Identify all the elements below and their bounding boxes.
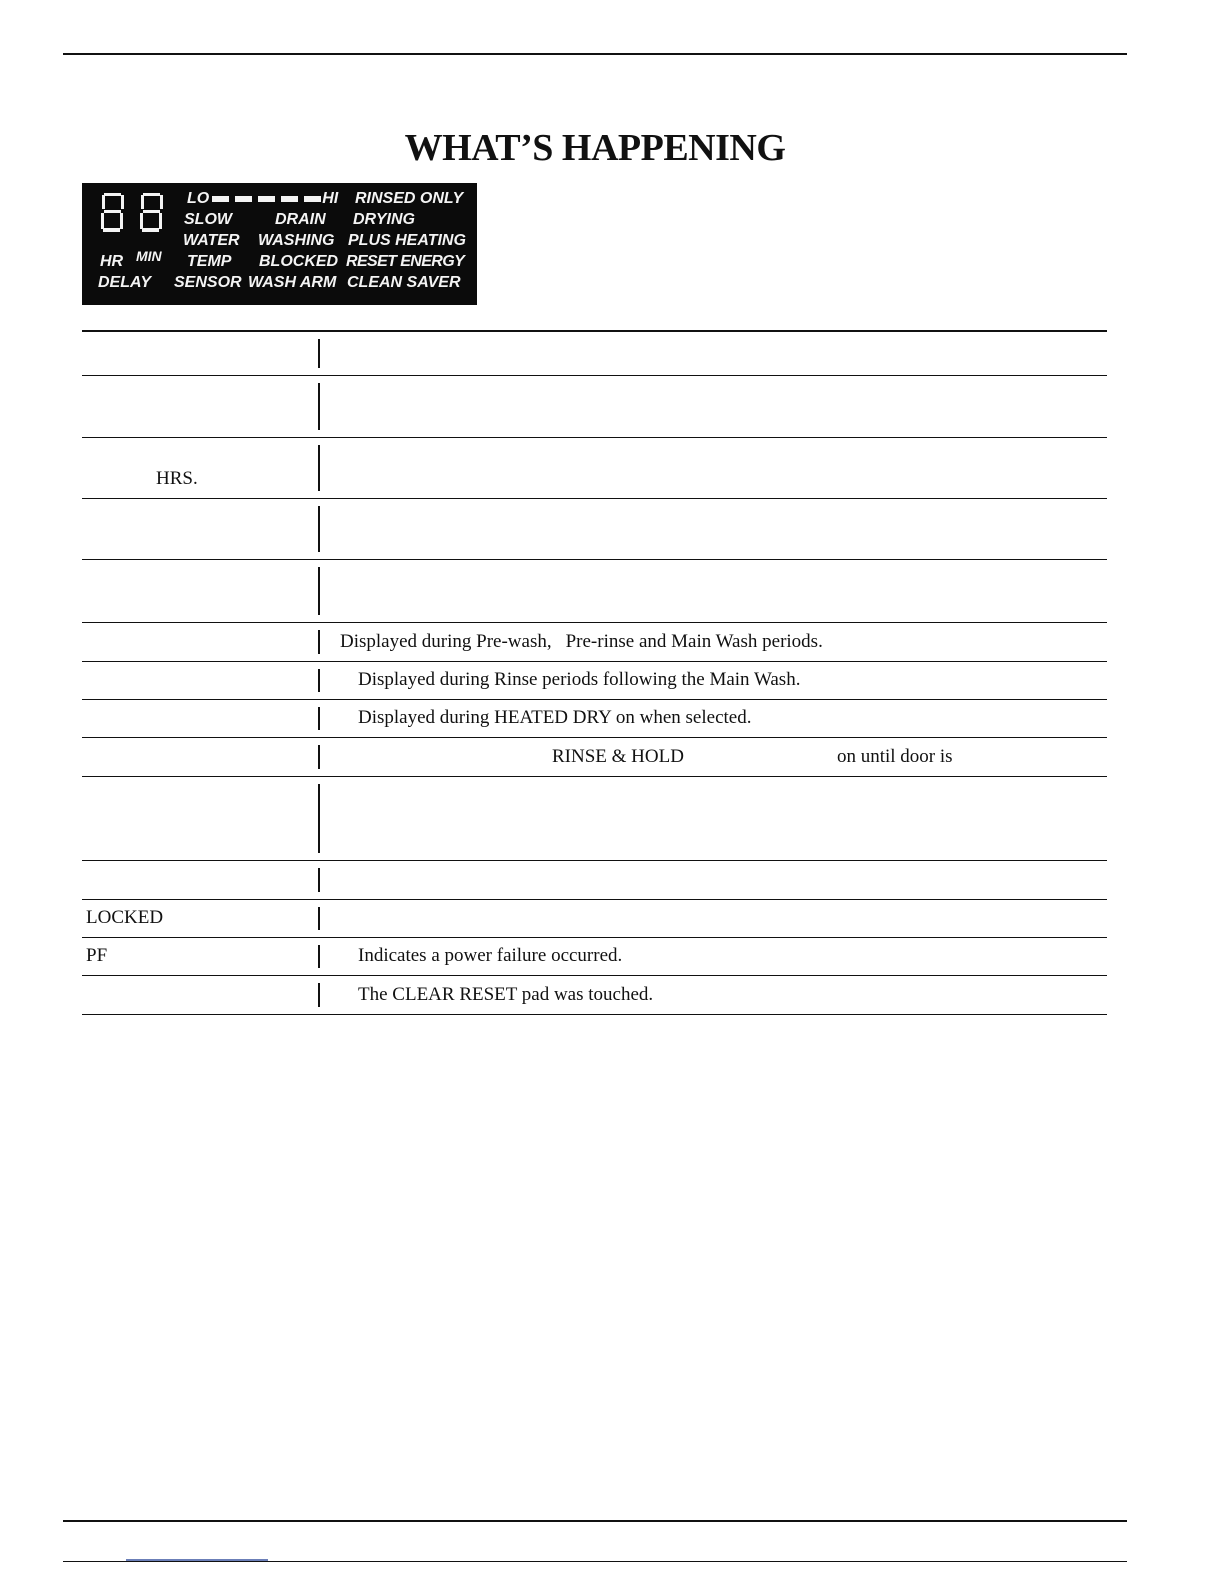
row-label <box>82 975 318 1014</box>
table-row <box>82 937 1107 975</box>
drying-label: DRYING <box>353 211 415 228</box>
table-row <box>82 860 1107 899</box>
bottom-rule <box>63 1520 1127 1522</box>
row-description <box>318 331 1107 375</box>
row-description <box>318 776 1107 860</box>
page-title: WHAT’S HAPPENING <box>404 127 786 169</box>
row-label <box>82 498 318 559</box>
level-bar <box>235 196 252 202</box>
table-row <box>82 559 1107 622</box>
row-label <box>82 331 318 375</box>
row-description: Displayed during HEATED DRY on when selected. <box>358 707 752 728</box>
row-label <box>82 860 318 899</box>
hr-label: HR <box>100 253 124 270</box>
table-row <box>82 622 1107 661</box>
row-label: LOCKED <box>82 899 318 937</box>
reset-energy-label: RESET ENERGY <box>346 253 465 270</box>
table-row <box>82 776 1107 860</box>
level-bar <box>212 196 229 202</box>
row-label <box>82 559 318 622</box>
slow-label: SLOW <box>184 211 232 228</box>
row-label: PF <box>82 937 318 975</box>
row-label <box>82 776 318 860</box>
desc-part: Displayed during Pre-wash, <box>340 630 552 652</box>
wash-arm-label: WASH ARM <box>248 274 337 291</box>
water-label: WATER <box>183 232 240 249</box>
temp-label: TEMP <box>187 253 232 270</box>
sensor-label: SENSOR <box>174 274 242 291</box>
level-bar <box>281 196 298 202</box>
row-label <box>82 661 318 699</box>
table-row <box>82 699 1107 737</box>
washing-label: WASHING <box>258 232 335 249</box>
row-description <box>318 622 1107 661</box>
row-description <box>318 860 1107 899</box>
status-table <box>82 330 1107 1015</box>
clean-saver-label: CLEAN SAVER <box>347 274 461 291</box>
lo-label: LO <box>187 190 210 207</box>
table-row <box>82 331 1107 375</box>
row-label <box>82 622 318 661</box>
table-row <box>82 975 1107 1014</box>
row-label: HRS. <box>156 467 198 489</box>
row-description <box>318 899 1107 937</box>
table-row <box>82 375 1107 437</box>
table-row <box>82 437 1107 498</box>
table-row <box>82 899 1107 937</box>
rinsed-only-label: RINSED ONLY <box>355 190 464 207</box>
table-row <box>82 498 1107 559</box>
min-label: MIN <box>136 248 162 264</box>
footer-mark <box>126 1559 268 1561</box>
top-rule <box>63 53 1127 55</box>
table-row <box>82 661 1107 699</box>
desc-part: Pre-rinse and Main Wash periods. <box>565 630 823 652</box>
level-bar <box>304 196 321 202</box>
row-description <box>318 498 1107 559</box>
level-bar <box>258 196 275 202</box>
delay-label: DELAY <box>98 274 152 291</box>
row-label <box>82 375 318 437</box>
display-panel <box>82 183 477 305</box>
row-description: Indicates a power failure occurred. <box>358 945 623 966</box>
row-description: Displayed during Rinse periods following the Main Wash. <box>358 669 801 690</box>
row-description <box>318 375 1107 437</box>
blocked-label: BLOCKED <box>259 253 339 270</box>
row-label <box>82 699 318 737</box>
footer-rule <box>63 1561 1127 1562</box>
row-description <box>318 437 1107 498</box>
desc-part: on until door is <box>836 745 953 767</box>
desc-part: RINSE & HOLD <box>552 745 684 767</box>
hi-label: HI <box>322 190 339 207</box>
table-row <box>82 737 1107 776</box>
plus-heating-label: PLUS HEATING <box>348 232 466 249</box>
row-description: The CLEAR RESET pad was touched. <box>358 983 654 1005</box>
drain-label: DRAIN <box>275 211 326 228</box>
row-label <box>82 737 318 776</box>
row-description <box>318 559 1107 622</box>
level-indicator <box>187 190 338 208</box>
